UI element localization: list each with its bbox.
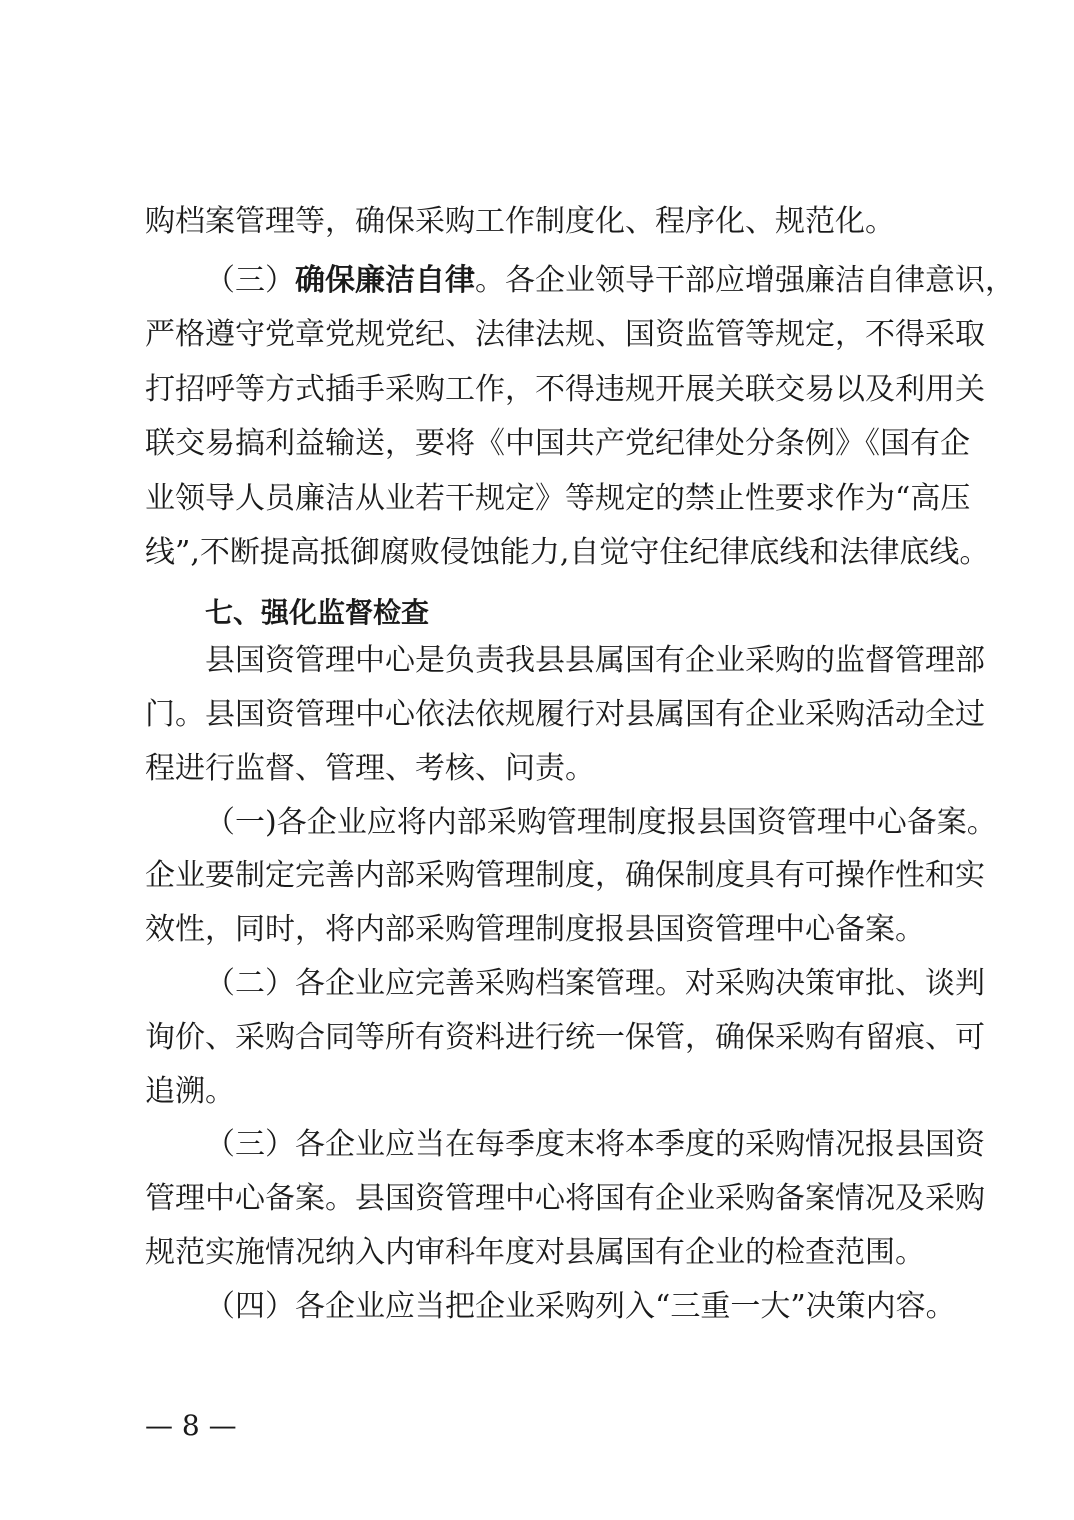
paragraph-line: 追溯。 [145,1074,235,1109]
section-heading: 七、强化监督检查 [205,596,430,629]
paragraph-line: 规范实施情况纳入内审科年度对县属国有企业的检查范围。 [145,1235,925,1270]
paragraph-line: （一)各企业应将内部采购管理制度报县国资管理中心备案。 [205,805,997,840]
paragraph-line: 门。县国资管理中心依法依规履行对县属国有企业采购活动全过 [145,697,985,732]
paragraph-line: （四）各企业应当把企业采购列入“三重一大”决策内容。 [205,1289,956,1324]
paragraph-line: 管理中心备案。县国资管理中心将国有企业采购备案情况及采购 [145,1181,985,1216]
paragraph-line: 严格遵守党章党规党纪、法律法规、国资监管等规定，不得采取 [145,317,985,352]
paragraph-line: 打招呼等方式插手采购工作，不得违规开展关联交易以及利用关 [145,372,985,407]
paragraph-line: 企业要制定完善内部采购管理制度，确保制度具有可操作性和实 [145,858,985,893]
page-number: — 8 — [145,1409,237,1442]
paragraph-line: （三）各企业应当在每季度末将本季度的采购情况报县国资 [205,1127,985,1162]
paragraph-line: 联交易搞利益输送，要将《中国共产党纪律处分条例》《国有企 [145,426,970,461]
paragraph-line: 询价、采购合同等所有资料进行统一保管，确保采购有留痕、可 [145,1020,985,1055]
paragraph-line: 效性，同时，将内部采购管理制度报县国资管理中心备案。 [145,912,925,947]
section-three-number: （三） [205,263,295,298]
paragraph-line: 县国资管理中心是负责我县县属国有企业采购的监督管理部 [205,643,985,678]
paragraph-line: （二）各企业应完善采购档案管理。对采购决策审批、谈判 [205,966,985,1001]
section-three-first-line [205,253,1015,309]
paragraph-line: 程进行监督、管理、考核、问责。 [145,751,595,786]
section-three-title: 确保廉洁自律 [295,263,475,298]
section-three-text: 。各企业领导干部应增强廉洁自律意识， [475,263,1015,298]
paragraph-line: 线”,不断提高抵御腐败侵蚀能力,自觉守住纪律底线和法律底线。 [145,535,990,570]
paragraph-line: 购档案管理等，确保采购工作制度化、程序化、规范化。 [145,204,895,239]
paragraph-line: 业领导人员廉洁从业若干规定》等规定的禁止性要求作为“高压 [145,481,971,516]
